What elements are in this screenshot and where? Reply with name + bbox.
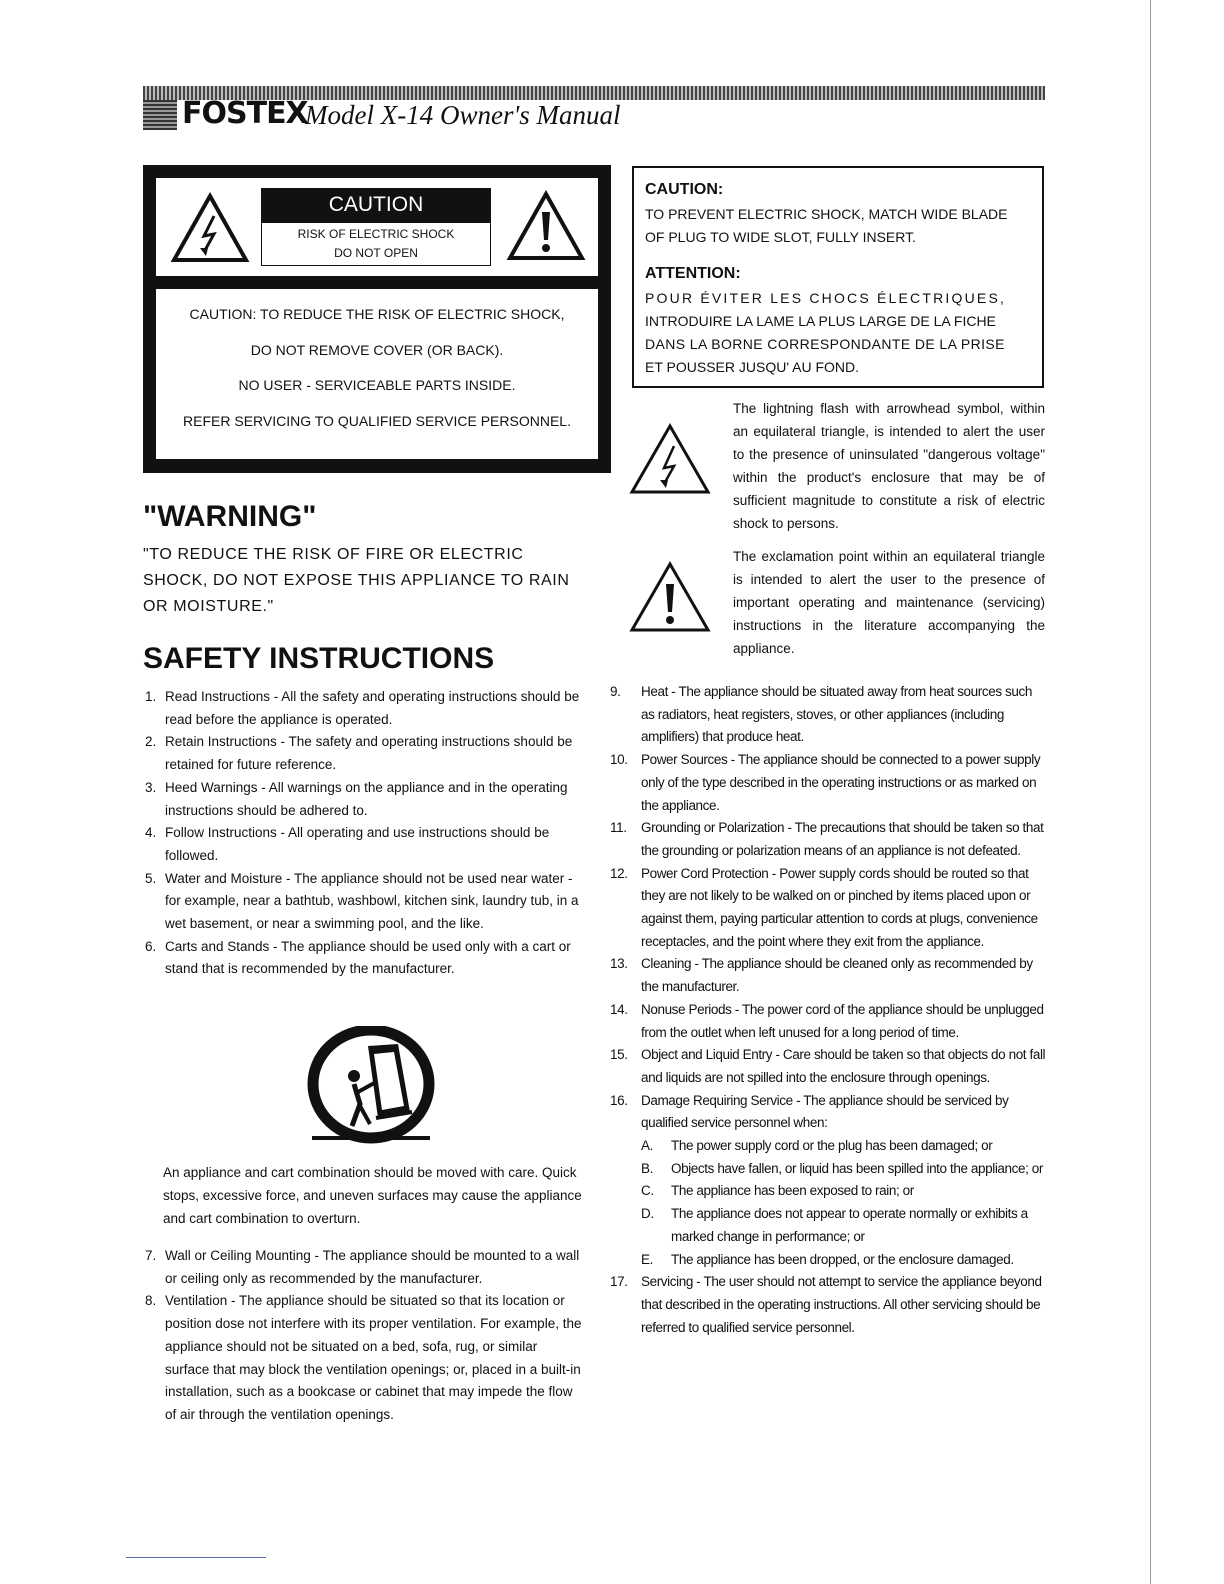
- caution-line-3: NO USER - SERVICEABLE PARTS INSIDE.: [238, 377, 516, 393]
- list-item: 2. Retain Instructions - The safety and operating instructions should be retained for future reference.: [145, 734, 573, 773]
- attention-line1: POUR ÉVITER LES CHOCS ÉLECTRIQUES,: [645, 290, 1007, 306]
- lightning-explanation: The lightning flash with arrowhead symbol, within an equilateral triangle, is intended to alert the user to the presence of uninsulated "dangerous voltage" within the product's enclosure that may be of sufficient magnitude to constitute a risk of electric shock to persons.: [733, 401, 1045, 531]
- attention-line2: INTRODUIRE LA LAME LA PLUS LARGE DE LA FICHE: [645, 313, 996, 329]
- exclamation-explanation: The exclamation point within an equilateral triangle is intended to alert the user to the presence of important operating and maintenance (servicing) instructions in the literature accompanying the appliance.: [733, 549, 1045, 656]
- caution-sub-line1: RISK OF ELECTRIC SHOCK: [297, 227, 455, 241]
- list-item: 14. Nonuse Periods - The power cord of the appliance should be unplugged from the outlet when left unused for a long period of time.: [610, 1001, 1044, 1040]
- list-item: 1. Read Instructions - All the safety and operating instructions should be read before the appliance is operated.: [145, 689, 580, 727]
- list-item: 6. Carts and Stands - The appliance should be used only with a cart or stand that is recommended by the manufacturer.: [145, 938, 571, 977]
- attention-heading: ATTENTION:: [645, 265, 741, 282]
- list-item: 16. Damage Requiring Service - The appliance should be serviced by qualified service personnel when: A. The power supply cord or the plug has been damaged; or B. Objects have fallen, or liquid has been spilled into the appliance; or C. The appliance has been exposed to rain; or D. The appliance does not appear to operate normally or exhibits a marked change in performance; or E. The appliance has been dropped, or the enclosure damaged.: [610, 1090, 1046, 1272]
- sub-list-item: A. The power supply cord or the plug has been damaged; or: [641, 1138, 993, 1154]
- safety-list-left-2: [145, 1245, 585, 1427]
- sub-list-item: E. The appliance has been dropped, or the enclosure damaged.: [641, 1251, 1014, 1267]
- safety-title: SAFETY INSTRUCTIONS: [143, 642, 495, 675]
- safety-list-right: [610, 681, 1046, 1339]
- safety-list-left: [145, 686, 580, 981]
- list-item: 11. Grounding or Polarization - The precautions that should be taken so that the grounding or polarization means of an appliance is not defeated.: [610, 820, 1044, 858]
- list-item: 15. Object and Liquid Entry - Care should be taken so that objects do not fall and liquids are not spilled into the enclosure through openings.: [610, 1047, 1046, 1085]
- brand-logo: FOSTEX: [182, 96, 308, 131]
- warning-text: "TO REDUCE THE RISK OF FIRE OR ELECTRIC SHOCK, DO NOT EXPOSE THIS APPLIANCE TO RAIN OR MOISTURE.": [143, 546, 570, 615]
- attention-line4: ET POUSSER JUSQU' AU FOND.: [645, 359, 860, 375]
- sub-list-item: C. The appliance has been exposed to rain; or: [641, 1183, 914, 1199]
- list-item: 17. Servicing - The user should not attempt to service the appliance beyond that described in the operating instructions. All other servicing should be referred to qualified service personnel.: [610, 1274, 1042, 1335]
- caution-line-2: DO NOT REMOVE COVER (OR BACK).: [250, 342, 504, 358]
- plug-caution-line1: TO PREVENT ELECTRIC SHOCK, MATCH WIDE BLADE: [645, 206, 1008, 222]
- plug-caution-line2: OF PLUG TO WIDE SLOT, FULLY INSERT.: [645, 229, 916, 245]
- warning-title: "WARNING": [143, 500, 317, 533]
- sub-list-item: B. Objects have fallen, or liquid has been spilled into the appliance; or: [641, 1160, 1044, 1176]
- caution-line-1: CAUTION: TO REDUCE THE RISK OF ELECTRIC SHOCK,: [189, 306, 565, 322]
- list-item: 12. Power Cord Protection - Power supply cords should be routed so that they are not likely to be walked on or pinched by items placed upon or against them, paying particular attention to cords at plugs, convenience receptacles, and the point where they exit from the appliance.: [610, 865, 1038, 949]
- scan-edge-line: [1150, 0, 1151, 1584]
- lightning-triangle-icon: [170, 192, 250, 264]
- caution-sub-box: [261, 222, 491, 266]
- cart-note: An appliance and cart combination should be moved with care. Quick stops, excessive force, and uneven surfaces may cause the appliance and cart combination to overturn.: [163, 1165, 582, 1226]
- header-block: [143, 100, 177, 130]
- scan-footer-line: [126, 1557, 266, 1558]
- list-item: 3. Heed Warnings - All warnings on the appliance and in the operating instructions should be adhered to.: [145, 779, 568, 818]
- exclamation-symbol-icon: [628, 560, 712, 634]
- list-item: 5. Water and Moisture - The appliance should not be used near water - for example, near a bathtub, washbowl, kitchen sink, laundry tub, in a wet basement, or near a swimming pool, and the like.: [145, 870, 579, 932]
- cart-tipover-icon: [306, 1026, 436, 1146]
- list-item: 13. Cleaning - The appliance should be cleaned only as recommended by the manufacturer.: [610, 956, 1033, 995]
- caution-banner: CAUTION: [261, 188, 491, 222]
- exclamation-triangle-icon: [506, 190, 586, 262]
- list-item: 10. Power Sources - The appliance should be connected to a power supply only of the type described in the operating instructions or as marked on the appliance.: [610, 752, 1041, 813]
- manual-title: Model X-14 Owner's Manual: [305, 100, 621, 130]
- list-item: 8. Ventilation - The appliance should be situated so that its location or position dose not interfere with its proper ventilation. For example, the appliance should not be situated on a bed, sofa, rug, or similar surface that may block the ventilation openings; or, placed in a built-in installation, such as a bookcase or cabinet that may impede the flow of air through the ventilation openings.: [145, 1293, 582, 1422]
- list-item: 4. Follow Instructions - All operating and use instructions should be followed.: [145, 825, 550, 863]
- plug-caution-heading: CAUTION:: [645, 181, 724, 198]
- list-item: 7. Wall or Ceiling Mounting - The appliance should be mounted to a wall or ceiling only as recommended by the manufacturer.: [145, 1248, 580, 1286]
- list-item: 9. Heat - The appliance should be situated away from heat sources such as radiators, heat registers, stoves, or other appliances (including amplifiers) that produce heat.: [610, 684, 1032, 745]
- caution-line-4: REFER SERVICING TO QUALIFIED SERVICE PERSONNEL.: [183, 413, 571, 429]
- lightning-symbol-icon: [628, 422, 712, 496]
- sub-list-item: D. The appliance does not appear to operate normally or exhibits a marked change in performance; or: [641, 1206, 1028, 1244]
- attention-line3: DANS LA BORNE CORRESPONDANTE DE LA PRISE: [645, 336, 1005, 352]
- caution-sub-line2: DO NOT OPEN: [334, 246, 418, 260]
